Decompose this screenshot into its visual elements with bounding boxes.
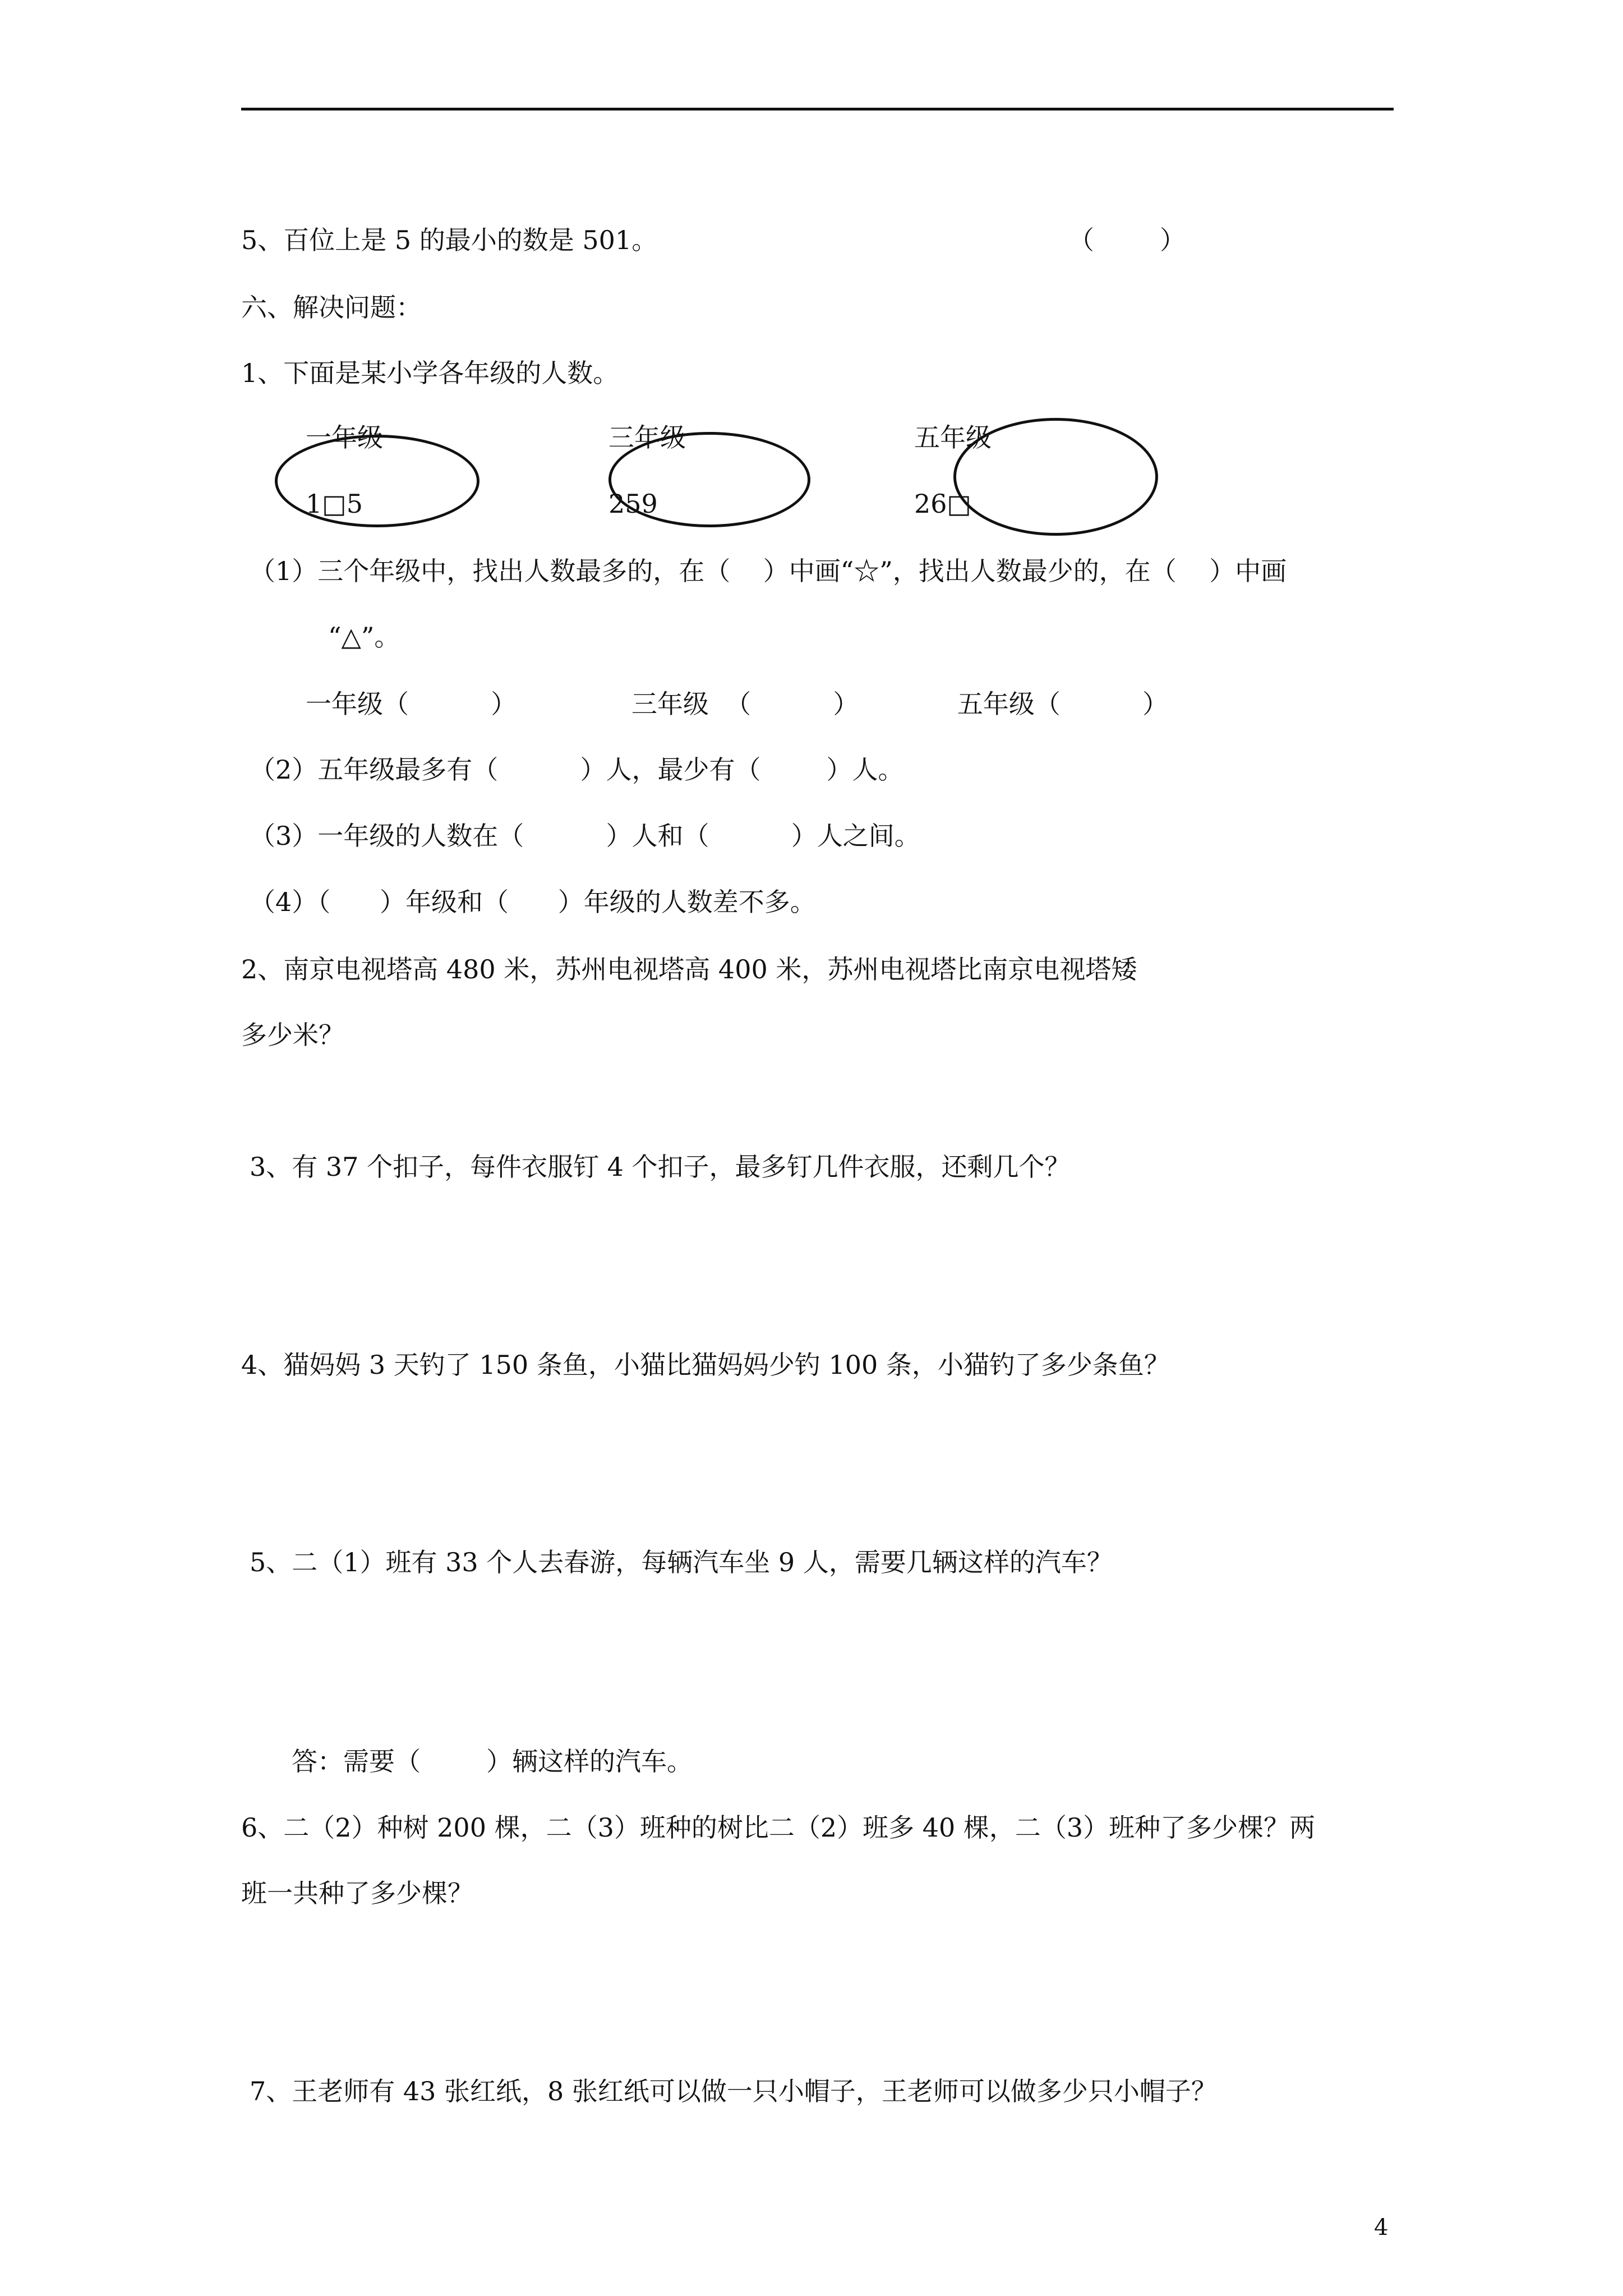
question-5: 5、二（1）班有 33 个人去春游，每辆汽车坐 9 人，需要几辆这样的汽车？ <box>250 1547 1113 1577</box>
question-1-part-1-grades: 一年级（ ） 三年级 （ ） 五年级（ ） <box>306 689 1169 719</box>
grade-name-3: 五年级 <box>914 422 992 453</box>
question-1-part-3: （3）一年级的人数在（ ）人和（ ）人之间。 <box>250 821 920 851</box>
question-3: 3、有 37 个扣子，每件衣服钉 4 个扣子，最多钉几件衣服，还剩几个？ <box>250 1152 1071 1182</box>
question-6-line-1: 6、二（2）种树 200 棵，二（3）班种的树比二（2）班多 40 棵，二（3）班种了多少棵？两 <box>241 1812 1316 1843</box>
question-4: 4、猫妈妈 3 天钓了 150 条鱼，小猫比猫妈妈少钓 100 条，小猫钓了多少条鱼？ <box>241 1350 1170 1380</box>
question-1-part-4: （4）（ ）年级和（ ）年级的人数差不多。 <box>250 887 816 917</box>
grade-name-1: 一年级 <box>306 422 383 453</box>
grade-count-1: 1□5 <box>306 489 363 519</box>
question-6-line-2: 班一共种了多少棵？ <box>241 1878 473 1908</box>
question-7: 7、王老师有 43 张红纸，8 张红纸可以做一只小帽子，王老师可以做多少只小帽子？ <box>250 2076 1217 2106</box>
page-number: 4 <box>1374 2215 1389 2240</box>
question-1-part-1: （1）三个年级中，找出人数最多的，在（ ）中画“☆”，找出人数最少的，在（ ）中画 <box>250 556 1287 586</box>
grade-count-3: 26□ <box>914 489 971 519</box>
question-1: 1、下面是某小学各年级的人数。 <box>241 358 619 388</box>
question-1-part-1-symbol: “△”。 <box>328 622 400 652</box>
question-2-line-1: 2、南京电视塔高 480 米，苏州电视塔高 400 米，苏州电视塔比南京电视塔矮 <box>241 954 1137 984</box>
grade-count-2: 259 <box>608 489 658 519</box>
judgement-item-5: 5、百位上是 5 的最小的数是 501。 <box>241 225 658 255</box>
question-1-part-2: （2）五年级最多有（ ）人，最少有（ ）人。 <box>250 754 904 785</box>
header-rule <box>241 108 1394 111</box>
judgement-answer-parens: （ ） <box>1068 225 1186 255</box>
question-5-answer: 答：需要（ ）辆这样的汽车。 <box>292 1746 693 1777</box>
grade-name-2: 三年级 <box>608 422 686 453</box>
section-heading: 六、解决问题： <box>241 292 422 323</box>
question-2-line-2: 多少米？ <box>241 1020 344 1050</box>
